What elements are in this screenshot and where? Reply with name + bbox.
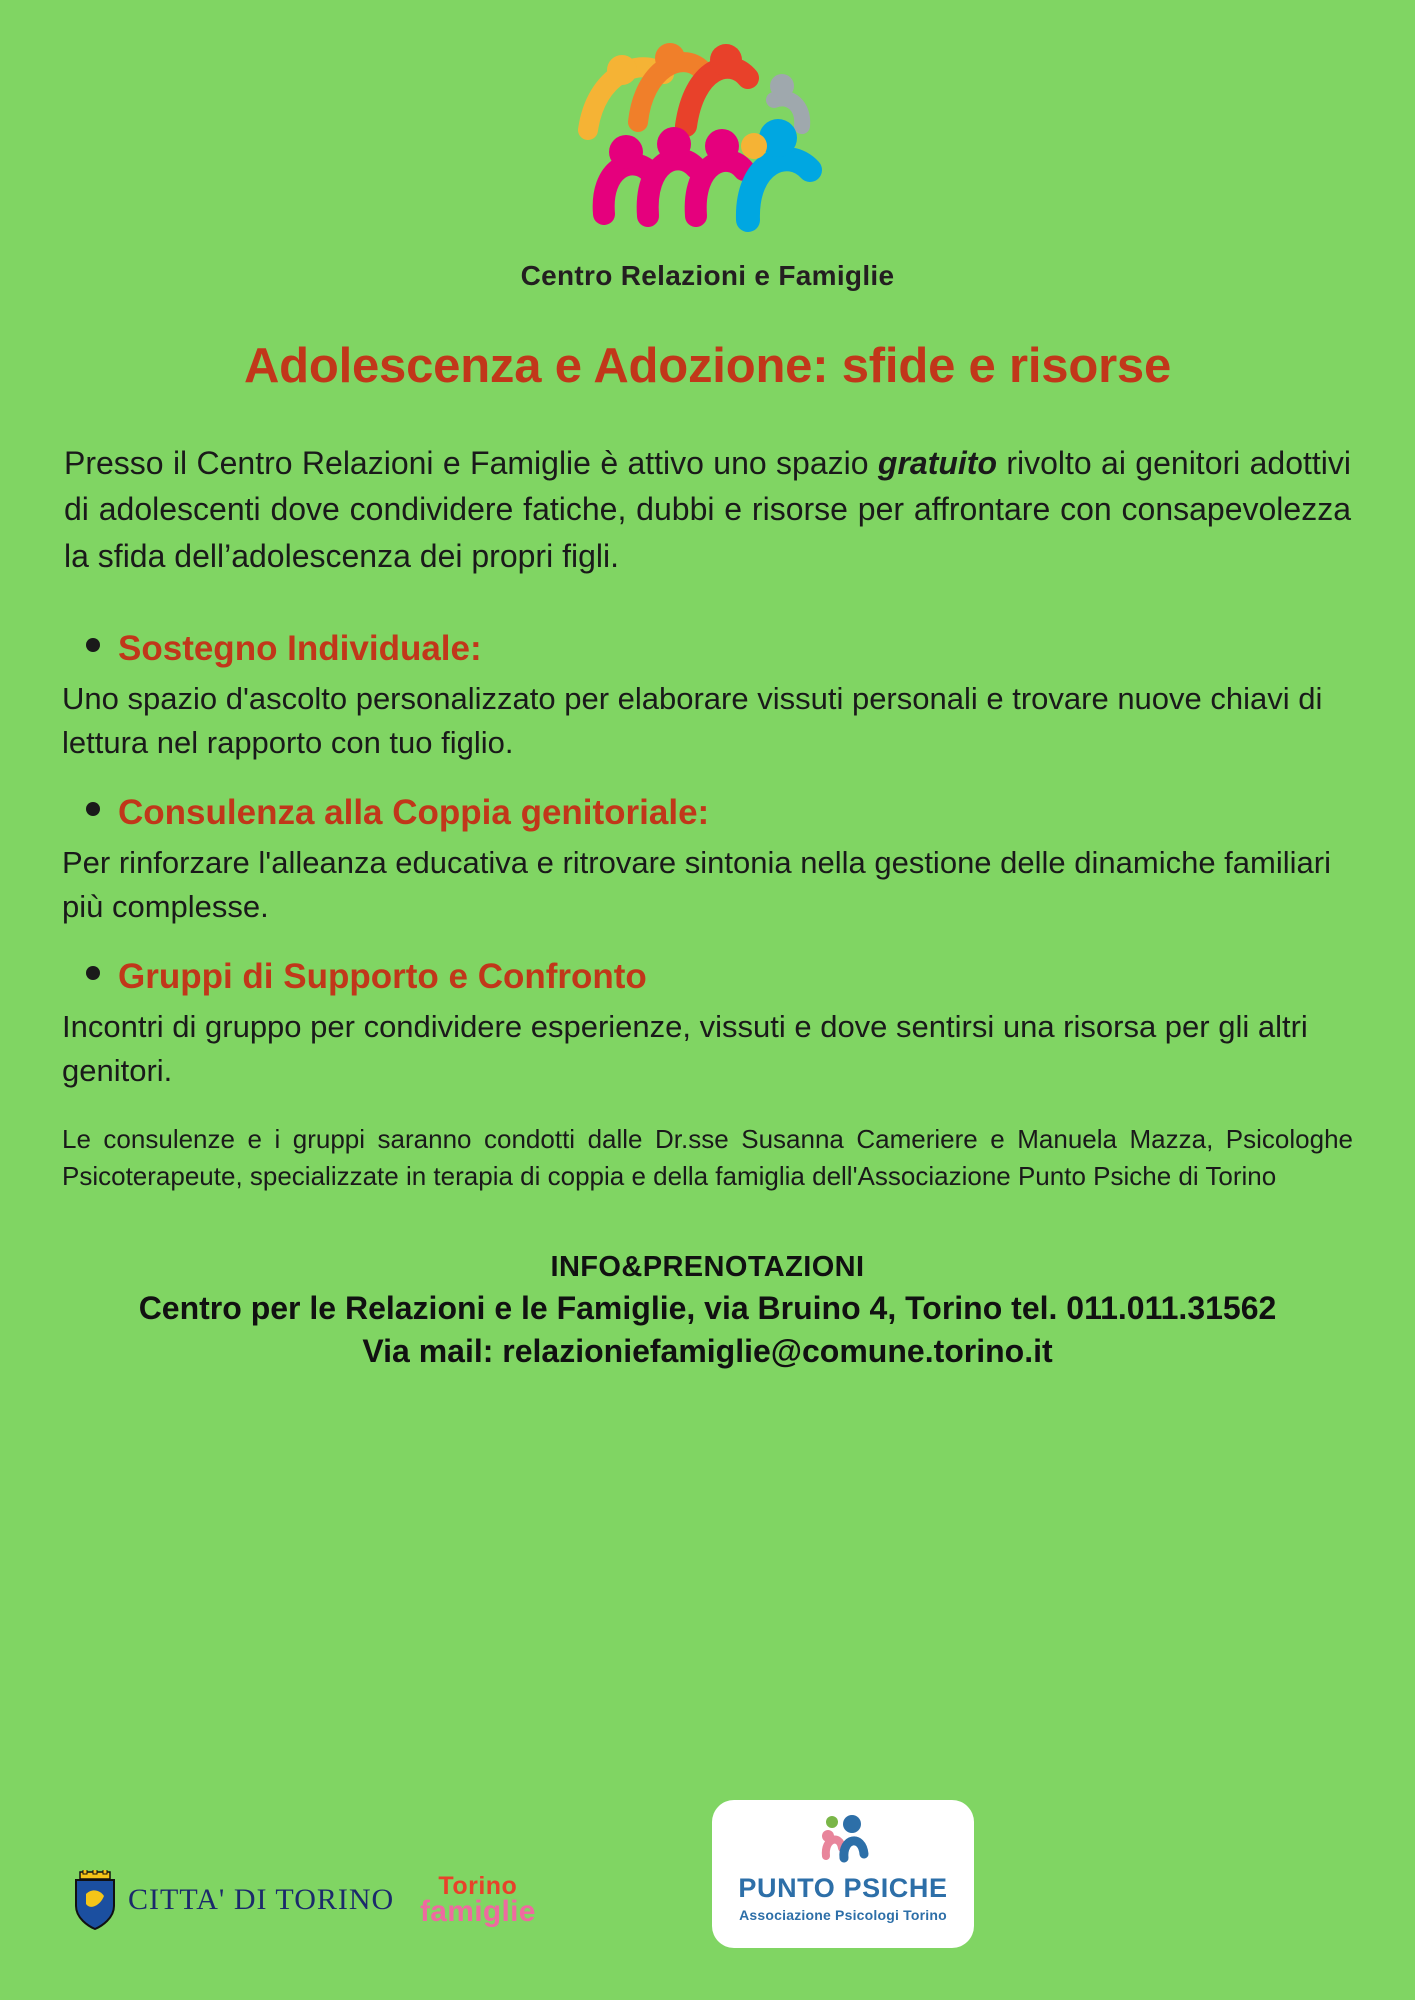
- torino-famiglie-top-label: Torino: [438, 1872, 518, 1901]
- section-heading: [58, 957, 1357, 997]
- info-email-line: Via mail: relazioniefamiglie@comune.torino.it: [362, 1333, 1053, 1370]
- torino-famiglie-logo: [420, 1872, 536, 1929]
- punto-psiche-name: PUNTO PSICHE: [738, 1873, 948, 1903]
- section-title: Gruppi di Supporto e Confronto: [118, 957, 647, 997]
- section-heading: [58, 793, 1357, 833]
- section-body: Per rinforzare l'alleanza educativa e ritrovare sintonia nella gestione delle dinamiche familiari più complesse.: [62, 845, 1331, 925]
- punto-psiche-subtitle: Associazione Psicologi Torino: [739, 1907, 947, 1923]
- logo-caption: Centro Relazioni e Famiglie: [520, 260, 895, 291]
- centro-relazioni-famiglie-logo: [578, 34, 838, 246]
- service-sections: [58, 629, 1357, 1093]
- info-heading: INFO&PRENOTAZIONI: [550, 1251, 865, 1284]
- page-title: Adolescenza e Adozione: sfide e risorse: [243, 339, 1172, 393]
- section-sostegno-individuale: [58, 629, 1357, 765]
- punto-psiche-figures-icon: [798, 1812, 888, 1864]
- bullet-icon: [86, 966, 100, 980]
- citta-di-torino-label: CITTA' DI TORINO: [128, 1883, 395, 1916]
- bullet-icon: [86, 638, 100, 652]
- intro-text-part1: Presso il Centro Relazioni e Famiglie è attivo uno spazio: [64, 445, 878, 481]
- info-block: [58, 1251, 1357, 1370]
- section-body: Incontri di gruppo per condividere esperienze, vissuti e dove sentirsi una risorsa per gli altri genitori.: [62, 1009, 1308, 1089]
- section-heading: [58, 629, 1357, 669]
- citta-di-torino-logo: [72, 1870, 394, 1930]
- logo-block: [58, 0, 1357, 292]
- section-body: Uno spazio d'ascolto personalizzato per elaborare vissuti personali e trovare nuove chiavi di lettura nel rapporto con tuo figlio.: [62, 681, 1323, 761]
- credits-paragraph: Le consulenze e i gruppi saranno condotti dalle Dr.sse Susanna Cameriere e Manuela Mazza, Psicologhe Psicoterapeute, specializzate in terapia di coppia e della famiglia dell'Associazione Punto Psiche di Torino: [62, 1124, 1353, 1192]
- info-address-line: Centro per le Relazioni e le Famiglie, via Bruino 4, Torino tel. 011.011.31562: [138, 1290, 1277, 1327]
- intro-emphasis: gratuito: [877, 445, 997, 481]
- section-gruppi-supporto: [58, 957, 1357, 1093]
- punto-psiche-logo: [712, 1800, 974, 1948]
- bullet-icon: [86, 802, 100, 816]
- footer-logos: [0, 1798, 1415, 1948]
- torino-famiglie-bottom-label: famiglie: [420, 1895, 536, 1929]
- intro-paragraph: [58, 440, 1357, 579]
- torino-shield-icon: [72, 1870, 118, 1930]
- intro-text-part2: rivolto ai genitori adottivi di adolescenti dove condividere fatiche, dubbi e risorse per affrontare con consapevolezza la sfida dell’adolescenza dei propri figli.: [64, 445, 1351, 574]
- section-title: Sostegno Individuale:: [118, 629, 482, 669]
- section-title: Consulenza alla Coppia genitoriale:: [118, 793, 710, 833]
- section-consulenza-coppia: [58, 793, 1357, 929]
